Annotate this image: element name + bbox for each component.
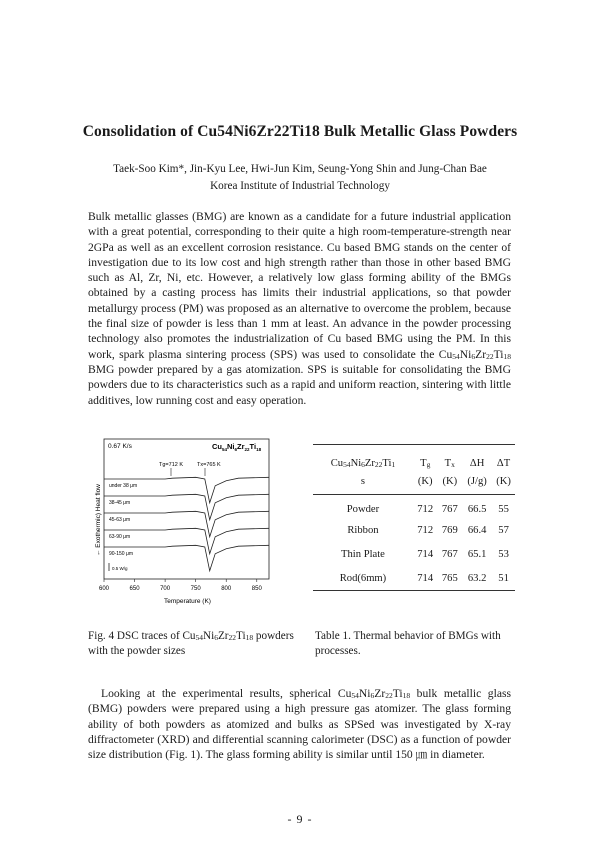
- table-header-unit: (K): [442, 475, 458, 487]
- intro-text-b: BMG powder prepared by a gas atomization. SPS is suitable for consolidating the BMG powders due to its characteristics such as a rapid and uniform reaction, sintering with little additives, low running cost and easy operation.: [88, 362, 511, 407]
- table-header-unit: s: [360, 475, 366, 487]
- table-caption: Table 1. Thermal behavior of BMGs with processes.: [315, 630, 501, 657]
- alloy-label: $Cu_{54}Ni_6Zr_{22}Ti_{18}$: [212, 442, 262, 452]
- dsc-curve: [104, 511, 269, 537]
- table-row: [313, 543, 515, 567]
- dsc-figure: [92, 436, 274, 611]
- caption-alloy-formula: $Cu_{54}Ni_6Zr_{22}Ti_{18}$: [182, 630, 254, 642]
- table-row: [313, 495, 515, 519]
- curve-label: 63-90 μm: [109, 534, 131, 540]
- table-cell: 53: [498, 549, 509, 560]
- paper-title: Consolidation of Cu54Ni6Zr22Ti18 Bulk Metallic Glass Powders: [82, 123, 518, 140]
- x-tick-label: 600: [98, 586, 110, 592]
- dsc-chart: [92, 436, 274, 611]
- thermal-table: [313, 444, 515, 591]
- curve-label: 90-150 μm: [109, 551, 134, 557]
- table-cell: 66.4: [467, 525, 487, 536]
- heating-rate-label: 0.67 K/s: [108, 443, 132, 450]
- table-cell: 51: [498, 572, 509, 584]
- x-tick-label: 700: [160, 586, 171, 592]
- curve-label: under 38 μm: [109, 483, 138, 489]
- table-header-dh: ΔH: [469, 457, 485, 469]
- x-tick-label: 750: [190, 586, 201, 592]
- x-axis-label: Temperature (K): [164, 598, 211, 605]
- table-cell: 63.2: [467, 572, 487, 584]
- tx-label: Tx=765 K: [197, 462, 221, 468]
- table-cell: 769: [441, 525, 458, 536]
- dsc-curve: [104, 528, 269, 554]
- table-header-unit: (J/g): [467, 475, 487, 487]
- table-header-tg: $T_g$: [420, 457, 431, 469]
- table-cell: 712: [417, 504, 434, 516]
- table-cell: 65.1: [467, 549, 487, 560]
- dsc-curve: [104, 477, 269, 503]
- table-cell: Rod(6mm): [339, 572, 387, 584]
- author-list: Taek-Soo Kim*, Jin-Kyu Lee, Hwi-Jun Kim, Seung-Yong Shin and Jung-Chan Bae: [113, 163, 487, 175]
- table-cell: 55: [498, 504, 509, 516]
- table-cell: 765: [441, 572, 458, 584]
- x-tick-label: 650: [129, 586, 140, 592]
- table-cell: 57: [498, 525, 509, 536]
- page-number: - 9 -: [287, 812, 313, 826]
- alloy-formula: $Cu_{54}Ni_6Zr_{22}Ti_{18}$: [438, 347, 511, 361]
- y-axis-label: ← Exothermic) Heat flow: [95, 484, 102, 556]
- table-header-tx: $T_x$: [444, 457, 455, 469]
- dsc-curve: [104, 545, 269, 571]
- table-cell: 66.5: [467, 504, 487, 516]
- table-cell: 714: [417, 572, 434, 584]
- table-header-unit: (K): [417, 475, 433, 487]
- table-cell: 767: [441, 504, 458, 516]
- affiliation: Korea Institute of Industrial Technology: [210, 180, 390, 192]
- curve-label: 38-45 μm: [109, 500, 131, 506]
- table-cell: 767: [441, 549, 458, 560]
- scale-bar-label: 0.5 W/g: [112, 566, 128, 571]
- table-row: [313, 519, 515, 543]
- intro-text-a: Bulk metallic glasses (BMG) are known as a candidate for a future industrial application with a great potential, corresponding to their quite a high room-temperature-strength near 2GPa as well as an excellent corrosion resistance. Cu based BMG stands on the center of investigation due to its low cost and high strength rather than those in other based BMG such as Al, Zr, Ni, etc. However, a relatively low glass forming ability of the BMGs obtained by a casting process has limits their industrial applications, so that powder metallurgy process (PM) was proposed as an alternative to overcome the problem, because the final size of powder is less than 1 mm at least. An advance in the powder processing technology also promotes the industrialization of Cu based BMG using the PM. In this work, spark plasma sintering process (SPS) was used to consolidate the: [88, 210, 511, 361]
- table-cell: Ribbon: [347, 525, 379, 536]
- results-alloy-formula: $Cu_{54}Ni_6Zr_{22}Ti_{18}$: [337, 687, 411, 700]
- author-block: [0, 161, 600, 195]
- x-tick-label: 850: [251, 586, 262, 592]
- x-tick-label: 800: [221, 586, 232, 592]
- table-header-unit: (K): [496, 475, 511, 487]
- table-cell: Powder: [346, 504, 380, 516]
- table-cell: 712: [417, 525, 434, 536]
- plot-frame: [104, 439, 269, 579]
- table-header-alloy: $Cu_{54}Ni_6Zr_{22}Ti_1$: [330, 457, 396, 469]
- table-row: [313, 567, 515, 591]
- dsc-curve: [104, 494, 269, 520]
- paragraph-intro: [88, 209, 511, 408]
- table-cell: 714: [417, 549, 434, 560]
- table-header-dt: ΔT: [496, 457, 511, 469]
- curve-label: 45-63 μm: [109, 517, 131, 523]
- figure-caption: Fig. 4 DSC traces of $Cu_{54}Ni_6Zr_{22}Ti_{18}$ powders with the powder sizes: [88, 630, 294, 657]
- paragraph-results: Looking at the experimental results, spherical $Cu_{54}Ni_6Zr_{22}Ti_{18}$ bulk metallic glass (BMG) powders were prepared using a high pressure gas atomizer. The glass forming ability of both powders as atomized and bulks as SPSed was investigated by X-ray diffractometer (XRD) and differential scanning calorimeter (DSC) as a function of powder size distribution (Fig. 1). The glass forming ability is similar until 150 ㎛ in diameter.: [88, 687, 511, 762]
- table-cell: Thin Plate: [341, 549, 385, 560]
- tg-label: Tg=712 K: [159, 462, 184, 468]
